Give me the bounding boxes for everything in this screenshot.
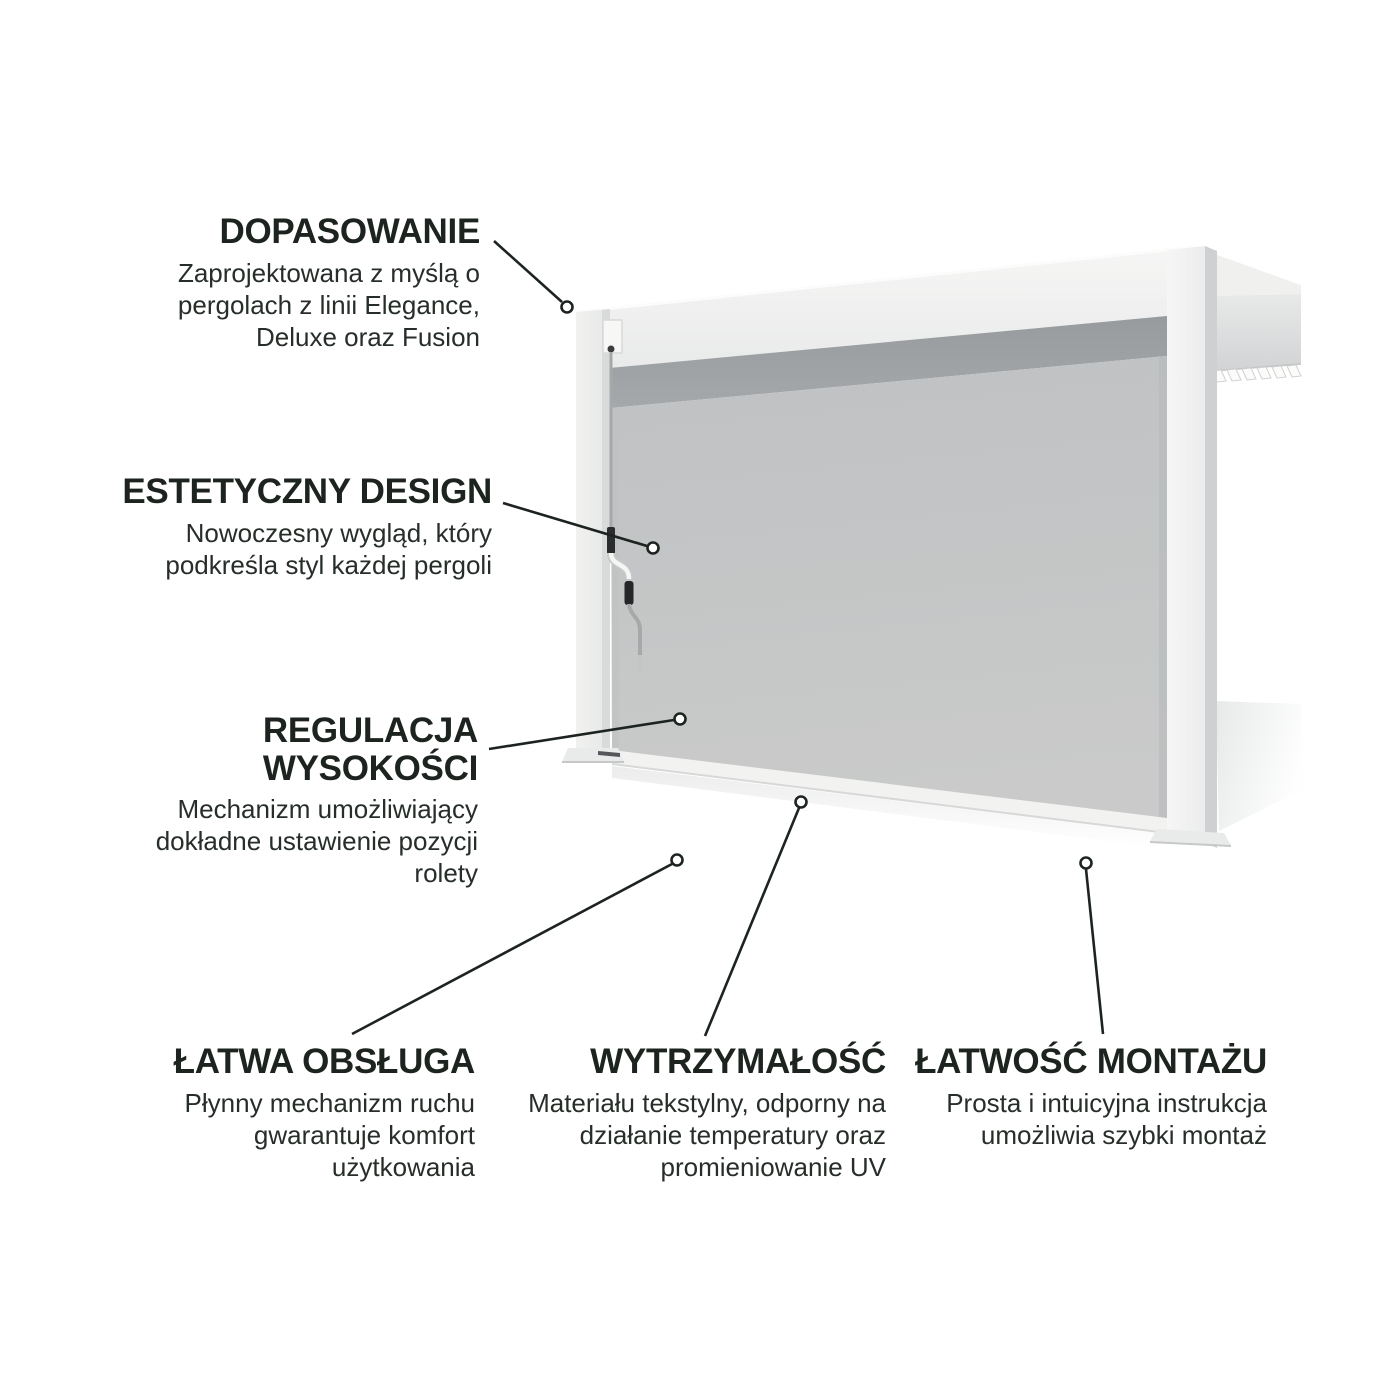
callout-latwosc-montazu	[847, 1042, 1267, 1151]
callout-title: ŁATWOŚĆ MONTAŻU	[915, 1042, 1267, 1081]
callout-text-line: gwarantuje komfort	[253, 1120, 475, 1150]
callout-text-line: Nowoczesny wygląd, który	[185, 518, 492, 548]
callout-text-line: podkreśla styl każdej pergoli	[165, 550, 492, 580]
callout-dot-latwosc-montazu	[1081, 858, 1092, 869]
callout-line-latwa-obsluga	[352, 864, 672, 1034]
callout-text-line: Mechanizm umożliwiający	[177, 794, 478, 824]
crank-coupler-upper	[607, 527, 615, 554]
callout-dot-regulacja-wysokosci	[675, 714, 686, 725]
callout-line-latwosc-montazu	[1086, 869, 1103, 1034]
callout-title: WYTRZYMAŁOŚĆ	[590, 1042, 886, 1081]
callout-body	[446, 1087, 886, 1183]
callout-line-wytrzymalosc	[705, 808, 799, 1036]
callout-title: DOPASOWANIE	[219, 212, 480, 251]
callout-dot-estetyczny-design	[648, 543, 659, 554]
callout-title: ESTETYCZNY DESIGN	[122, 472, 492, 511]
screen-right-shade	[1159, 356, 1167, 820]
callout-body	[72, 517, 492, 581]
callout-body	[60, 257, 480, 353]
callout-body	[58, 793, 478, 889]
callout-text-line: Prosta i intuicyjna instrukcja	[946, 1088, 1267, 1118]
callout-text-line: Deluxe oraz Fusion	[256, 322, 480, 352]
callout-text-line: Płynny mechanizm ruchu	[184, 1088, 475, 1118]
callout-text-line: Zaprojektowana z myślą o	[177, 258, 480, 288]
callout-line-dopasowanie	[494, 241, 562, 302]
callout-text-line: rolety	[414, 858, 478, 888]
ground-shadow-right	[1216, 701, 1304, 831]
callout-text-line: pergolach z linii Elegance,	[177, 290, 480, 320]
callout-text-line: Materiału tekstylny, odporny na	[528, 1088, 886, 1118]
callout-wytrzymalosc	[446, 1042, 886, 1183]
callout-dot-dopasowanie	[562, 302, 573, 313]
callout-regulacja-wysokosci	[58, 712, 478, 889]
callout-body	[55, 1087, 475, 1183]
callout-text-line: umożliwia szybki montaż	[980, 1120, 1267, 1150]
callout-estetyczny-design	[72, 472, 492, 581]
callout-dopasowanie	[60, 212, 480, 353]
roof-soffit	[1211, 294, 1301, 371]
callout-body	[847, 1087, 1267, 1151]
callout-text-line: promieniowanie UV	[660, 1152, 886, 1182]
callout-latwa-obsluga	[55, 1042, 475, 1183]
callout-title: REGULACJA	[262, 711, 478, 750]
roller-screen-fabric	[611, 356, 1167, 820]
callout-dot-wytrzymalosc	[796, 797, 807, 808]
crank-grip	[625, 581, 634, 605]
callout-text-line: działanie temperatury oraz	[579, 1120, 886, 1150]
callout-title: WYSOKOŚCI	[262, 749, 478, 788]
callout-text-line: użytkowania	[331, 1152, 475, 1182]
crank-gearbox-eyelet	[608, 346, 615, 353]
callout-text-line: dokładne ustawienie pozycji	[155, 826, 478, 856]
callout-title: ŁATWA OBSŁUGA	[173, 1042, 475, 1081]
callout-dot-latwa-obsluga	[672, 855, 683, 866]
